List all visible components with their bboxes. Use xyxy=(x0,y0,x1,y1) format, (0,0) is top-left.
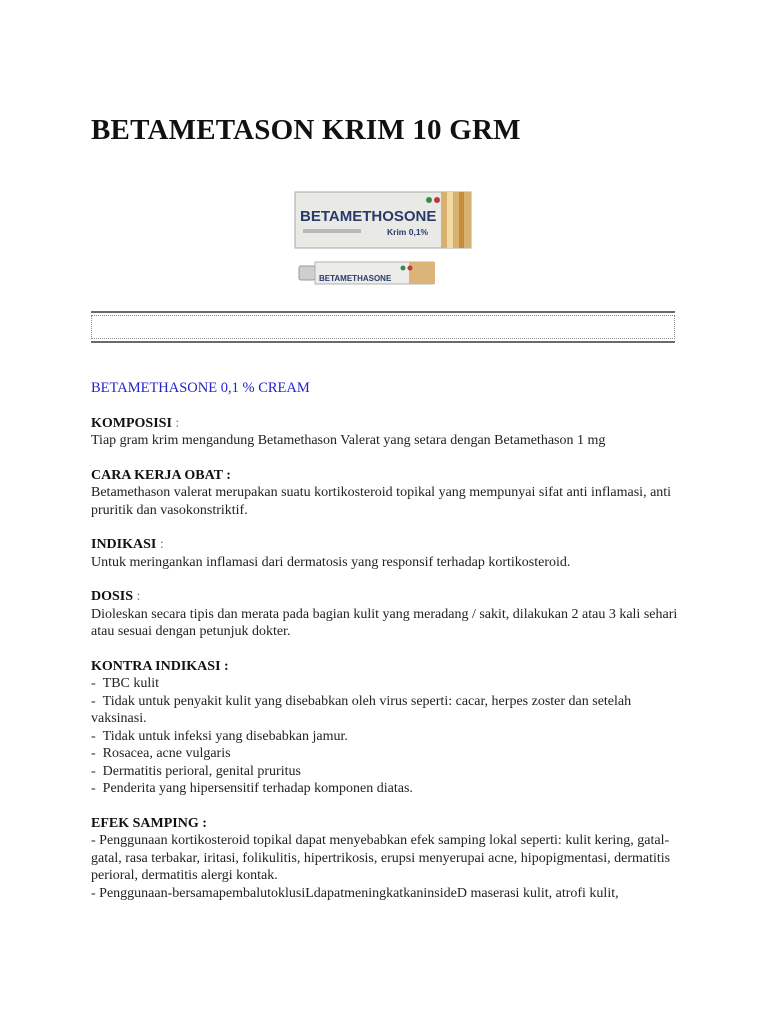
section-kontra-indikasi xyxy=(91,658,681,798)
list-item: - Tidak untuk penyakit kulit yang disebabkan oleh virus seperti: cacar, herpes zoster dan setelah vaksinasi. xyxy=(91,693,681,728)
list-item: - Penderita yang hipersensitif terhadap komponen diatas. xyxy=(91,780,681,798)
section-indikasi xyxy=(91,536,681,571)
list-item: - TBC kulit xyxy=(91,675,681,693)
indikasi-colon: : xyxy=(159,537,164,552)
dosis-heading: DOSIS xyxy=(91,589,134,604)
product-image xyxy=(291,188,481,292)
list-item: - Rosacea, acne vulgaris xyxy=(91,745,681,763)
list-item: - Penggunaan kortikosteroid topikal dapat menyebabkan efek samping lokal seperti: kulit kering, gatal-gatal, rasa terbakar, iritasi, folikulitis, hipertrikosis, erupsi menyerupai acne, hipopigmentasi, dermatitis perioral, dermatitis alergi kontak. xyxy=(91,832,681,885)
tube-brand-text: BETAMETHASONE xyxy=(319,274,392,283)
content xyxy=(91,380,681,919)
kontra-indikasi-heading: KONTRA INDIKASI : xyxy=(91,658,229,674)
komposisi-text: Tiap gram krim mengandung Betamethason Valerat yang setara dengan Betamethason 1 mg xyxy=(91,433,606,448)
indikasi-heading: INDIKASI xyxy=(91,537,157,552)
list-item: - Tidak untuk infeksi yang disebabkan jamur. xyxy=(91,728,681,746)
section-efek-samping xyxy=(91,815,681,903)
komposisi-heading: KOMPOSISI xyxy=(91,415,172,431)
dotted-frame xyxy=(91,315,675,339)
page-title: BETAMETASON KRIM 10 GRM xyxy=(91,114,521,146)
box-brand-text: BETAMETHOSONE xyxy=(300,208,437,225)
section-komposisi xyxy=(91,415,681,450)
cara-kerja-heading: CARA KERJA OBAT : xyxy=(91,467,231,483)
section-dosis xyxy=(91,588,681,641)
product-subtitle: BETAMETHASONE 0,1 % CREAM xyxy=(91,380,310,396)
efek-samping-list xyxy=(91,832,681,902)
list-item: - Penggunaan-bersamapembalutoklusiLdapatmeningkatkaninsideD maserasi kulit, atrofi kulit, xyxy=(91,885,681,903)
cara-kerja-text: Betamethason valerat merupakan suatu kortikosteroid topikal yang mempunyai sifat anti inflamasi, anti pruritik dan vasokonstriktif. xyxy=(91,485,672,518)
section-cara-kerja xyxy=(91,467,681,520)
separator-box xyxy=(91,311,675,343)
box-strength-text: Krim 0,1% xyxy=(387,227,429,237)
kontra-indikasi-list xyxy=(91,675,681,798)
list-item: - Dermatitis perioral, genital pruritus xyxy=(91,763,681,781)
dosis-colon: : xyxy=(136,589,141,604)
komposisi-colon: : xyxy=(175,415,180,431)
indikasi-text: Untuk meringankan inflamasi dari dermatosis yang responsif terhadap kortikosteroid. xyxy=(91,554,571,570)
efek-samping-heading: EFEK SAMPING : xyxy=(91,815,207,831)
dosis-text: Dioleskan secara tipis dan merata pada bagian kulit yang meradang / sakit, dilakukan 2 atau 3 kali sehari atau sesuai dengan petunjuk dokter. xyxy=(91,606,678,639)
